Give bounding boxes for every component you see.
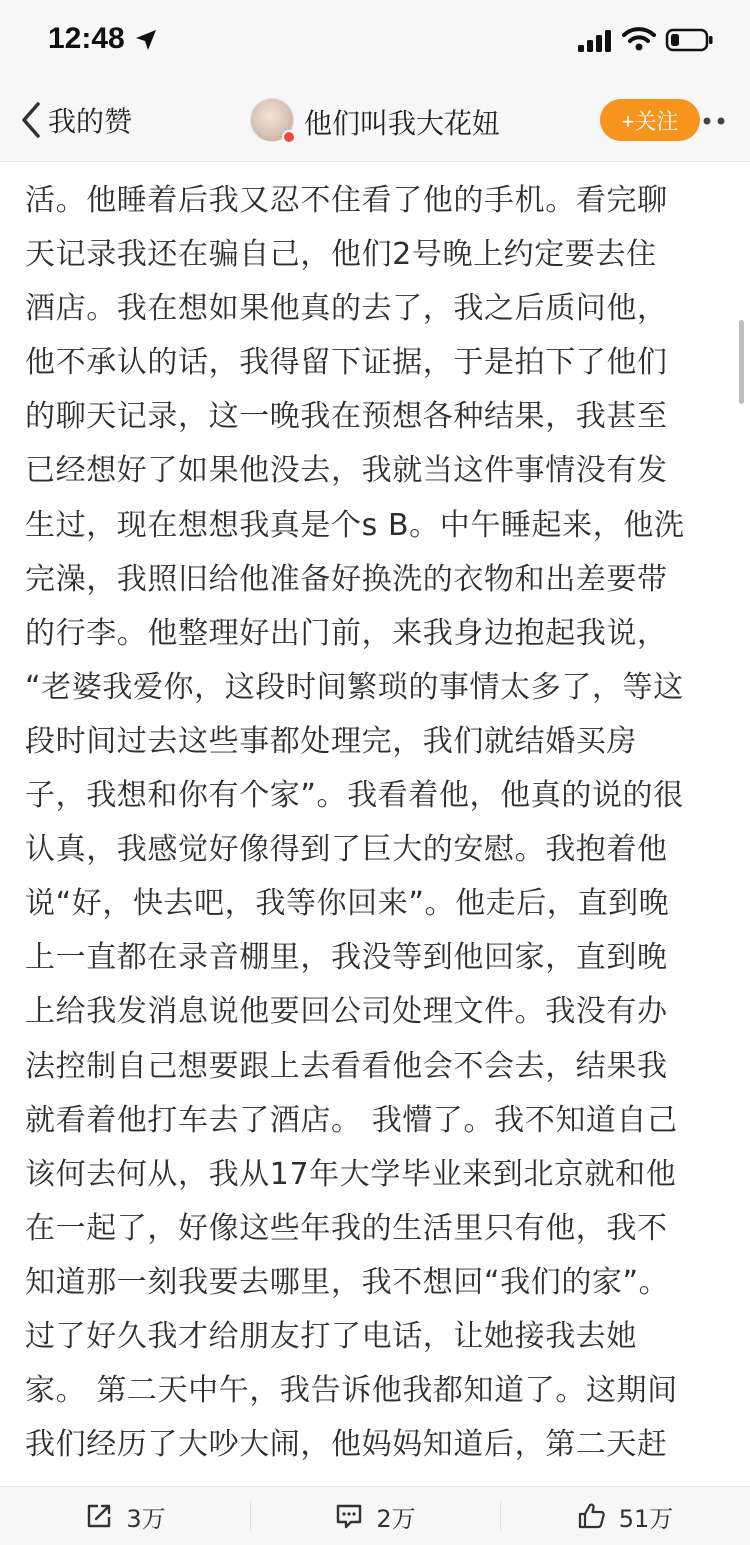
- verified-badge-icon: [282, 130, 296, 144]
- like-count: 51万: [618, 1504, 674, 1533]
- follow-button[interactable]: +关注: [600, 99, 700, 141]
- page-title[interactable]: 他们叫我大花妞: [304, 107, 501, 140]
- chevron-left-icon: [18, 100, 46, 140]
- nav-bar: [0, 78, 750, 162]
- share-icon: [84, 1501, 114, 1531]
- back-button[interactable]: [18, 98, 132, 142]
- wifi-icon: [622, 26, 656, 52]
- status-time: 12:48: [48, 22, 125, 55]
- comment-count: 2万: [376, 1504, 416, 1533]
- battery-icon: [666, 28, 714, 52]
- signal-icon: [578, 30, 612, 52]
- post-content: [0, 162, 750, 1486]
- like-button[interactable]: [500, 1487, 750, 1545]
- action-bar: [0, 1486, 750, 1545]
- comment-button[interactable]: [250, 1487, 500, 1545]
- more-options-icon[interactable]: [702, 116, 732, 126]
- share-count: 3万: [126, 1504, 166, 1533]
- location-arrow-icon: [134, 28, 158, 52]
- thumbs-up-icon: [577, 1501, 607, 1531]
- share-button[interactable]: [0, 1487, 250, 1545]
- scrollbar[interactable]: [739, 320, 744, 404]
- post-body-text: 活。他睡着后我又忍不住看了他的手机。看完聊 天记录我还在骗自己，他们2号晚上约定要去住 酒店。我在想如果他真的去了，我之后质问他， 他不承认的话，我得留下证据，于是拍下了他们 的聊天记录，这一晚我在预想各种结果，我甚至 已经想好了如果他没去，我就当这件事情没有发 生过，现在想想我真是个s B。中午睡起来，他洗 完澡，我照旧给他准备好换洗的衣物和出差要带 的行李。他整理好出门前，来我身边抱起我说， “老婆我爱你，这段时间繁琐的事情太多了，等这 段时间过去这些事都处理完，我们就结婚买房 子，我想和你有个家”。我看着他，他真的说的很 认真，我感觉好像得到了巨大的安慰。我抱着他 说“好，快去吧，我等你回来”。他走后，直到晚 上一直都在录音棚里，我没等到他回家，直到晚 上给我发消息说他要回公司处理文件。我没有办 法控制自己想要跟上去看看他会不会去，结果我 就看着他打车去了酒店。 我懵了。我不知道自己 该何去何从，我从17年大学毕业来到北京就和他 在一起了，好像这些年我的生活里只有他，我不 知道那一刻我要去哪里，我不想回“我们的家”。 过了好久我才给朋友打了电话，让她接我去她 家。 第二天中午，我告诉他我都知道了。这期间 我们经历了大吵大闹，他妈妈知道后，第二天赶: [25, 183, 685, 1463]
- status-bar: [0, 0, 750, 78]
- back-label: 我的赞: [48, 105, 133, 138]
- comment-icon: [334, 1501, 364, 1531]
